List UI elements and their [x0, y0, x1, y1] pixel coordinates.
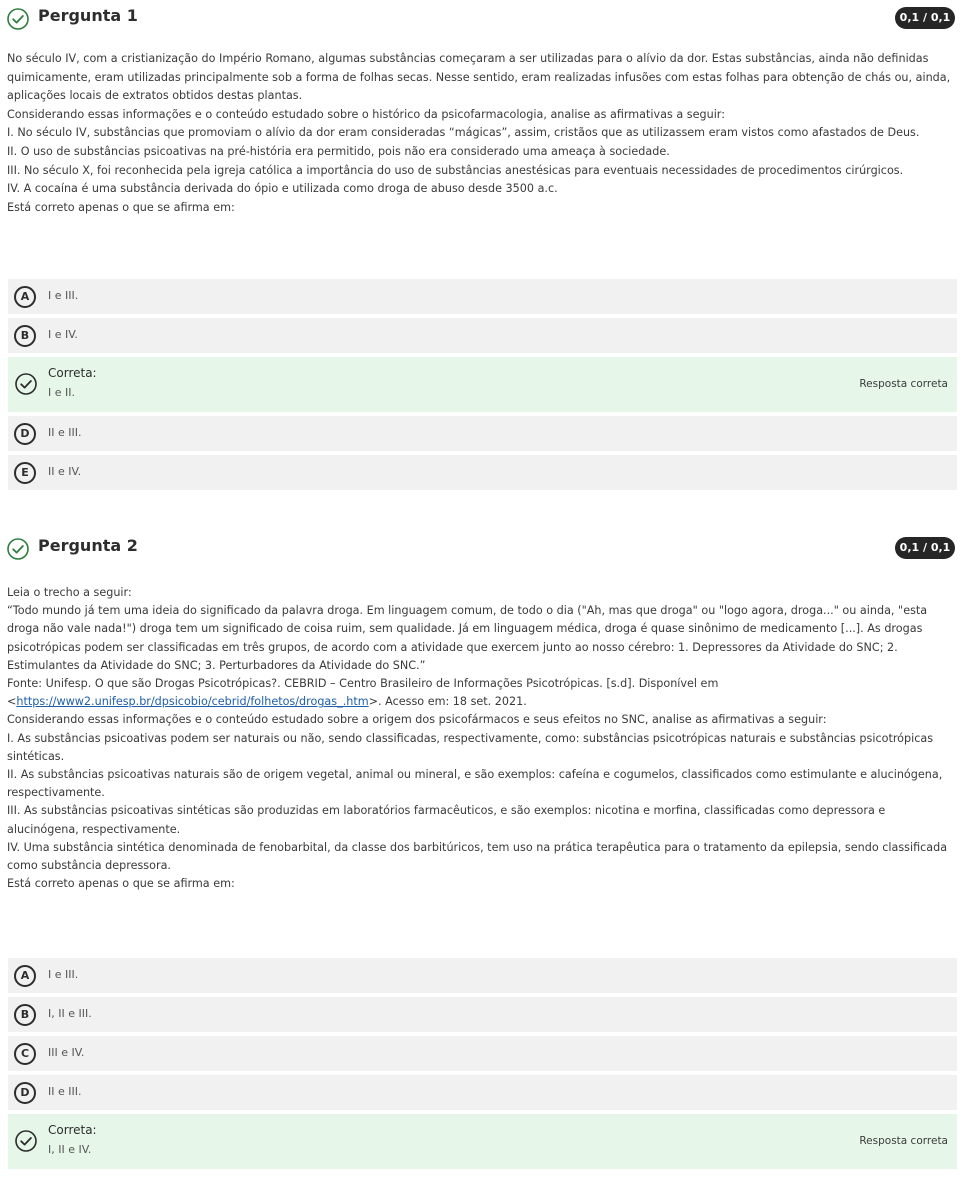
question-1	[0, 0, 965, 512]
option-text: I e III.	[48, 289, 79, 302]
paragraph: II. O uso de substâncias psicoativas na pré-história era permitido, pois não era considerado uma ameaça à sociedade.	[7, 144, 670, 158]
link-prefix: <	[7, 695, 17, 709]
option-letter: C	[14, 1043, 36, 1065]
option-correct[interactable]	[8, 357, 957, 412]
option-letter: A	[14, 965, 36, 987]
option-text: III e IV.	[48, 1046, 85, 1059]
source-link[interactable]: https://www2.unifesp.br/dpsicobio/cebrid/folhetos/drogas_.htm	[16, 695, 369, 709]
check-circle-icon	[14, 1129, 38, 1153]
option-text: I, II e III.	[48, 1007, 92, 1020]
correct-answer-status: Resposta correta	[859, 378, 948, 390]
check-circle-icon	[6, 7, 30, 31]
option-d[interactable]	[8, 1075, 957, 1110]
option-letter: A	[14, 286, 36, 308]
option-a[interactable]	[8, 279, 957, 314]
score-badge: 0,1 / 0,1	[895, 537, 955, 559]
question-title: Pergunta 1	[38, 6, 138, 25]
option-text: I e II.	[48, 386, 75, 399]
option-letter: B	[14, 325, 36, 347]
paragraph: I. As substâncias psicoativas podem ser naturais ou não, sendo classificadas, respectivamente, como: substâncias psicotrópicas naturais e substâncias psicotrópicas sintéticas.	[7, 731, 934, 763]
paragraph: II. As substâncias psicoativas naturais são de origem vegetal, animal ou mineral, e são exemplos: cafeína e cogumelos, classificados como estimulante e alucinógena, respectivamente.	[7, 768, 943, 800]
option-letter: D	[14, 423, 36, 445]
score-badge: 0,1 / 0,1	[895, 7, 955, 29]
check-circle-icon	[14, 372, 38, 396]
paragraph: Considerando essas informações e o conteúdo estudado sobre o histórico da psicofarmacologia, analise as afirmativas a seguir:	[7, 107, 725, 121]
correct-answer-status: Resposta correta	[859, 1135, 948, 1147]
question-text	[7, 584, 957, 893]
question-header	[0, 0, 965, 36]
option-text: I, II e IV.	[48, 1143, 92, 1156]
quote-paragraph: “Todo mundo já tem uma ideia do significado da palavra droga. Em linguagem comum, de todo o dia ("Ah, mas que droga" ou "logo agora, droga..." ou ainda, "esta droga não vale nada!") droga tem um significado de coisa ruim, sem qualidade. Já em linguagem médica, droga é quase sinônimo de medicamento [...]. As drogas psicotrópicas podem ser classificadas em três grupos, de acordo com a atividade que exercem junto ao nosso cérebro: 1. Depressores da Atividade do SNC; 2. Estimulantes da Atividade do SNC; 3. Perturbadores da Atividade do SNC.”	[7, 604, 928, 672]
question-text	[7, 50, 957, 217]
paragraph: III. As substâncias psicoativas sintéticas são produzidas em laboratórios farmacêuticos, e são exemplos: nicotina e morfina, classificadas como depressora e alucinógena, respectivamente.	[7, 804, 886, 836]
correct-label: Correta:	[48, 1123, 97, 1137]
option-b[interactable]	[8, 318, 957, 353]
paragraph: III. No século X, foi reconhecida pela igreja católica a importância do uso de substâncias anestésicas para eventuais necessidades de procedimentos cirúrgicos.	[7, 163, 904, 177]
link-suffix: >. Acesso em: 18 set. 2021.	[368, 695, 527, 709]
question-2	[0, 530, 965, 1199]
option-b[interactable]	[8, 997, 957, 1032]
option-c[interactable]	[8, 1036, 957, 1071]
question-title: Pergunta 2	[38, 536, 138, 555]
source-link-line	[7, 693, 957, 711]
paragraph: Considerando essas informações e o conteúdo estudado sobre a origem dos psicofármacos e seus efeitos no SNC, analise as afirmativas a seguir:	[7, 713, 827, 727]
paragraph: IV. A cocaína é uma substância derivada do ópio e utilizada como droga de abuso desde 3500 a.c.	[7, 182, 558, 196]
check-circle-icon	[6, 537, 30, 561]
option-text: II e III.	[48, 426, 82, 439]
paragraph: Está correto apenas o que se afirma em:	[7, 200, 235, 214]
paragraph: I. No século IV, substâncias que promoviam o alívio da dor eram consideradas “mágicas”, assim, cristãos que as utilizassem eram vistos como afastados de Deus.	[7, 126, 920, 140]
option-letter: E	[14, 462, 36, 484]
option-text: I e III.	[48, 968, 79, 981]
answer-options	[8, 279, 957, 494]
correct-label: Correta:	[48, 366, 97, 380]
paragraph: Leia o trecho a seguir:	[7, 586, 132, 599]
option-letter: B	[14, 1004, 36, 1026]
option-text: II e III.	[48, 1085, 82, 1098]
question-header	[0, 530, 965, 566]
paragraph: Está correto apenas o que se afirma em:	[7, 877, 235, 891]
option-text: II e IV.	[48, 465, 82, 478]
answer-options	[8, 958, 957, 1173]
option-correct[interactable]	[8, 1114, 957, 1169]
option-e[interactable]	[8, 455, 957, 490]
source-paragraph: Fonte: Unifesp. O que são Drogas Psicotrópicas?. CEBRID – Centro Brasileiro de Informações Psicotrópicas. [s.d]. Disponível em	[7, 677, 719, 691]
option-letter: D	[14, 1082, 36, 1104]
option-text: I e IV.	[48, 328, 78, 341]
option-a[interactable]	[8, 958, 957, 993]
option-d[interactable]	[8, 416, 957, 451]
paragraph: No século IV, com a cristianização do Império Romano, algumas substâncias começaram a ser utilizadas para o alívio da dor. Estas substâncias, ainda não definidas quimicamente, eram utilizadas principalmente sob a forma de folhas secas. Nesse sentido, eram realizadas infusões com estas folhas para obtenção de chás ou, ainda, aplicações locais de extratos obtidos destas plantas.	[7, 52, 951, 103]
paragraph: IV. Uma substância sintética denominada de fenobarbital, da classe dos barbitúricos, tem uso na prática terapêutica para o tratamento da epilepsia, sendo classificada como substância depressora.	[7, 840, 948, 873]
